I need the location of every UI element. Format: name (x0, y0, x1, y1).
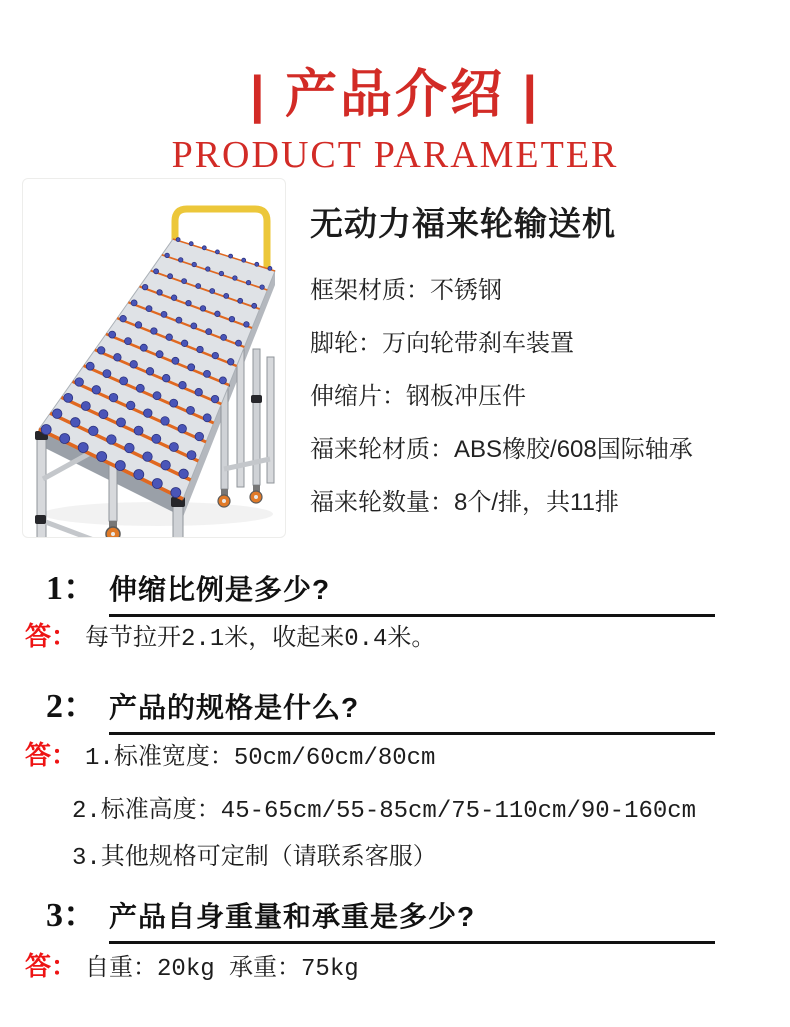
spec-casters: 脚轮：万向轮带刹车装置 (310, 330, 574, 357)
answer-3-label: 答： (25, 951, 78, 981)
answer-3-text: 自重：20kg 承重：75kg (85, 956, 359, 983)
answer-2-text-1: 1.标准宽度：50cm/60cm/80cm (85, 745, 436, 772)
spec-wheel-material: 福来轮材质：ABS橡胶/608国际轴承 (310, 436, 693, 463)
answer-2-text-2: 2.标准高度：45-65cm/55-85cm/75-110cm/90-160cm (72, 798, 697, 825)
answer-1-label: 答： (25, 621, 78, 651)
product-name: 无动力福来轮输送机 (310, 205, 616, 242)
question-2-text: 产品的规格是什么? (109, 692, 360, 723)
page-subtitle: PRODUCT PARAMETER (171, 134, 619, 176)
spec-telescopic-plate: 伸缩片：钢板冲压件 (310, 383, 526, 410)
question-3-text: 产品自身重量和承重是多少? (109, 901, 476, 932)
answer-2-line-1 (25, 735, 435, 772)
page-title: | 产品介绍 | (250, 66, 540, 124)
page-header (0, 52, 790, 177)
question-2-number: 2： (46, 688, 97, 725)
spec-wheel-count: 福来轮数量：8个/排，共11排 (310, 489, 619, 516)
answer-2-text-3: 3.其他规格可定制（请联系客服） (72, 845, 437, 872)
conveyor-illustration (23, 179, 286, 538)
product-photo (22, 178, 286, 538)
answer-2-label: 答： (25, 740, 78, 770)
spec-frame-material: 框架材质：不锈钢 (310, 277, 502, 304)
answer-1 (25, 616, 435, 653)
question-1 (46, 560, 715, 617)
spec-list (310, 270, 788, 535)
answer-2-line-2 (72, 789, 696, 825)
question-2 (46, 678, 715, 735)
answer-3 (25, 946, 359, 983)
question-3 (46, 887, 715, 944)
question-1-number: 1： (46, 570, 97, 607)
answer-2-line-3 (72, 836, 437, 872)
question-1-text: 伸缩比例是多少? (109, 574, 331, 605)
question-3-number: 3： (46, 897, 97, 934)
answer-1-text: 每节拉开2.1米，收起来0.4米。 (85, 626, 436, 653)
